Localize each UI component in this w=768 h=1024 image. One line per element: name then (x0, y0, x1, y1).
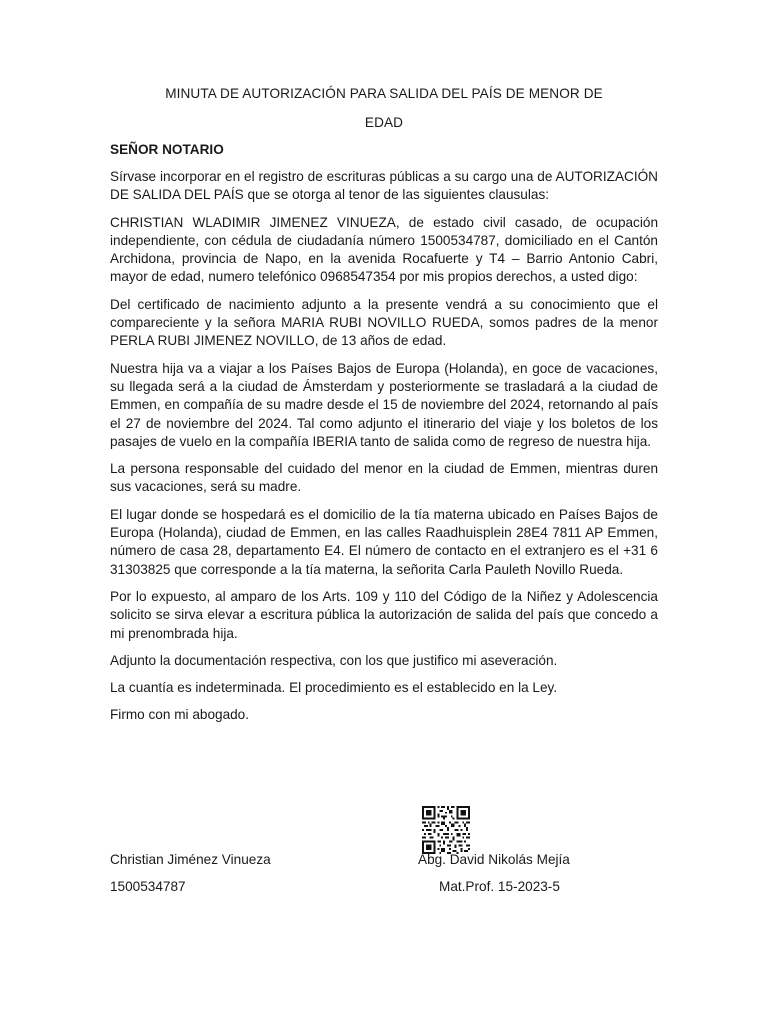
lawyer-name: Abg. David Nikolás Mejía (418, 852, 570, 867)
paragraph-lodging: El lugar donde se hospedará es el domicilio de la tía materna ubicado en Países Bajos de Europa (Holanda), ciudad de Emmen, en las calles Raadhuisplein 28E4 7811 AP Emmen, número de casa 28, departamento E4. El número de contacto en el extranjero es el +31 6 31303825 que corresponde a la tía materna, la señorita Carla Pauleth Novillo Rueda. (110, 506, 658, 577)
paragraph-legal-basis: Por lo expuesto, al amparo de los Arts. 109 y 110 del Código de la Niñez y Adolescencia solicito se sirva elevar a escritura pública la autorización de salida del país que concedo a mi prenombrada hija. (110, 588, 658, 641)
paragraph-amount: La cuantía es indeterminada. El procedimiento es el establecido en la Ley. (110, 680, 558, 696)
lawyer-registration: Mat.Prof. 15-2023-5 (439, 879, 560, 894)
document-title-line-2: EDAD (364, 115, 404, 130)
signer-id-number: 1500534787 (110, 879, 186, 894)
paragraph-responsible-person: La persona responsable del cuidado del menor en la ciudad de Emmen, mientras duren sus vacaciones, será su madre. (110, 461, 658, 495)
paragraph-birth-certificate: Del certificado de nacimiento adjunto a la presente vendrá a su conocimiento que el compareciente y la señora MARIA RUBI NOVILLO RUEDA, somos padres de la menor PERLA RUBI JIMENEZ NOVILLO, de 13 años de edad. (110, 296, 658, 349)
addressee-heading: SEÑOR NOTARIO (110, 142, 224, 157)
paragraph-attachments: Adjunto la documentación respectiva, con los que justifico mi aseveración. (110, 652, 558, 668)
paragraph-signature-note: Firmo con mi abogado. (110, 707, 250, 723)
document-body (110, 168, 658, 734)
paragraph-appearing-party: CHRISTIAN WLADIMIR JIMENEZ VINUEZA, de estado civil casado, de ocupación independiente, con cédula de ciudadanía número 1500534787, domiciliado en el Cantón Archidona, provincia de Napo, en la avenida Rocafuerte y T4 – Barrio Antonio Cabri, mayor de edad, numero telefónico 0968547354 por mis propios derechos, a usted digo: (110, 214, 658, 285)
paragraph-request: Sírvase incorporar en el registro de escrituras públicas a su cargo una de AUTORIZACIÓN DE SALIDA DEL PAÍS que se otorga al tenor de las siguientes clausulas: (110, 169, 658, 203)
paragraph-travel-details: Nuestra hija va a viajar a los Países Bajos de Europa (Holanda), en goce de vacaciones, su llegada será a la ciudad de Ámsterdam y posteriormente se trasladará a la ciudad de Emmen, en compañía de su madre desde el 15 de noviembre del 2024, retornando al país el 27 de noviembre del 2024. Tal como adjunto el itinerario del viaje y los boletos de los pasajes de vuelo en la compañía IBERIA tanto de salida como de regreso de nuestra hija. (110, 360, 658, 449)
document-title-line-1: MINUTA DE AUTORIZACIÓN PARA SALIDA DEL PAÍS DE MENOR DE (165, 86, 603, 101)
qr-code-icon (422, 806, 470, 854)
signer-name: Christian Jiménez Vinueza (110, 852, 271, 867)
